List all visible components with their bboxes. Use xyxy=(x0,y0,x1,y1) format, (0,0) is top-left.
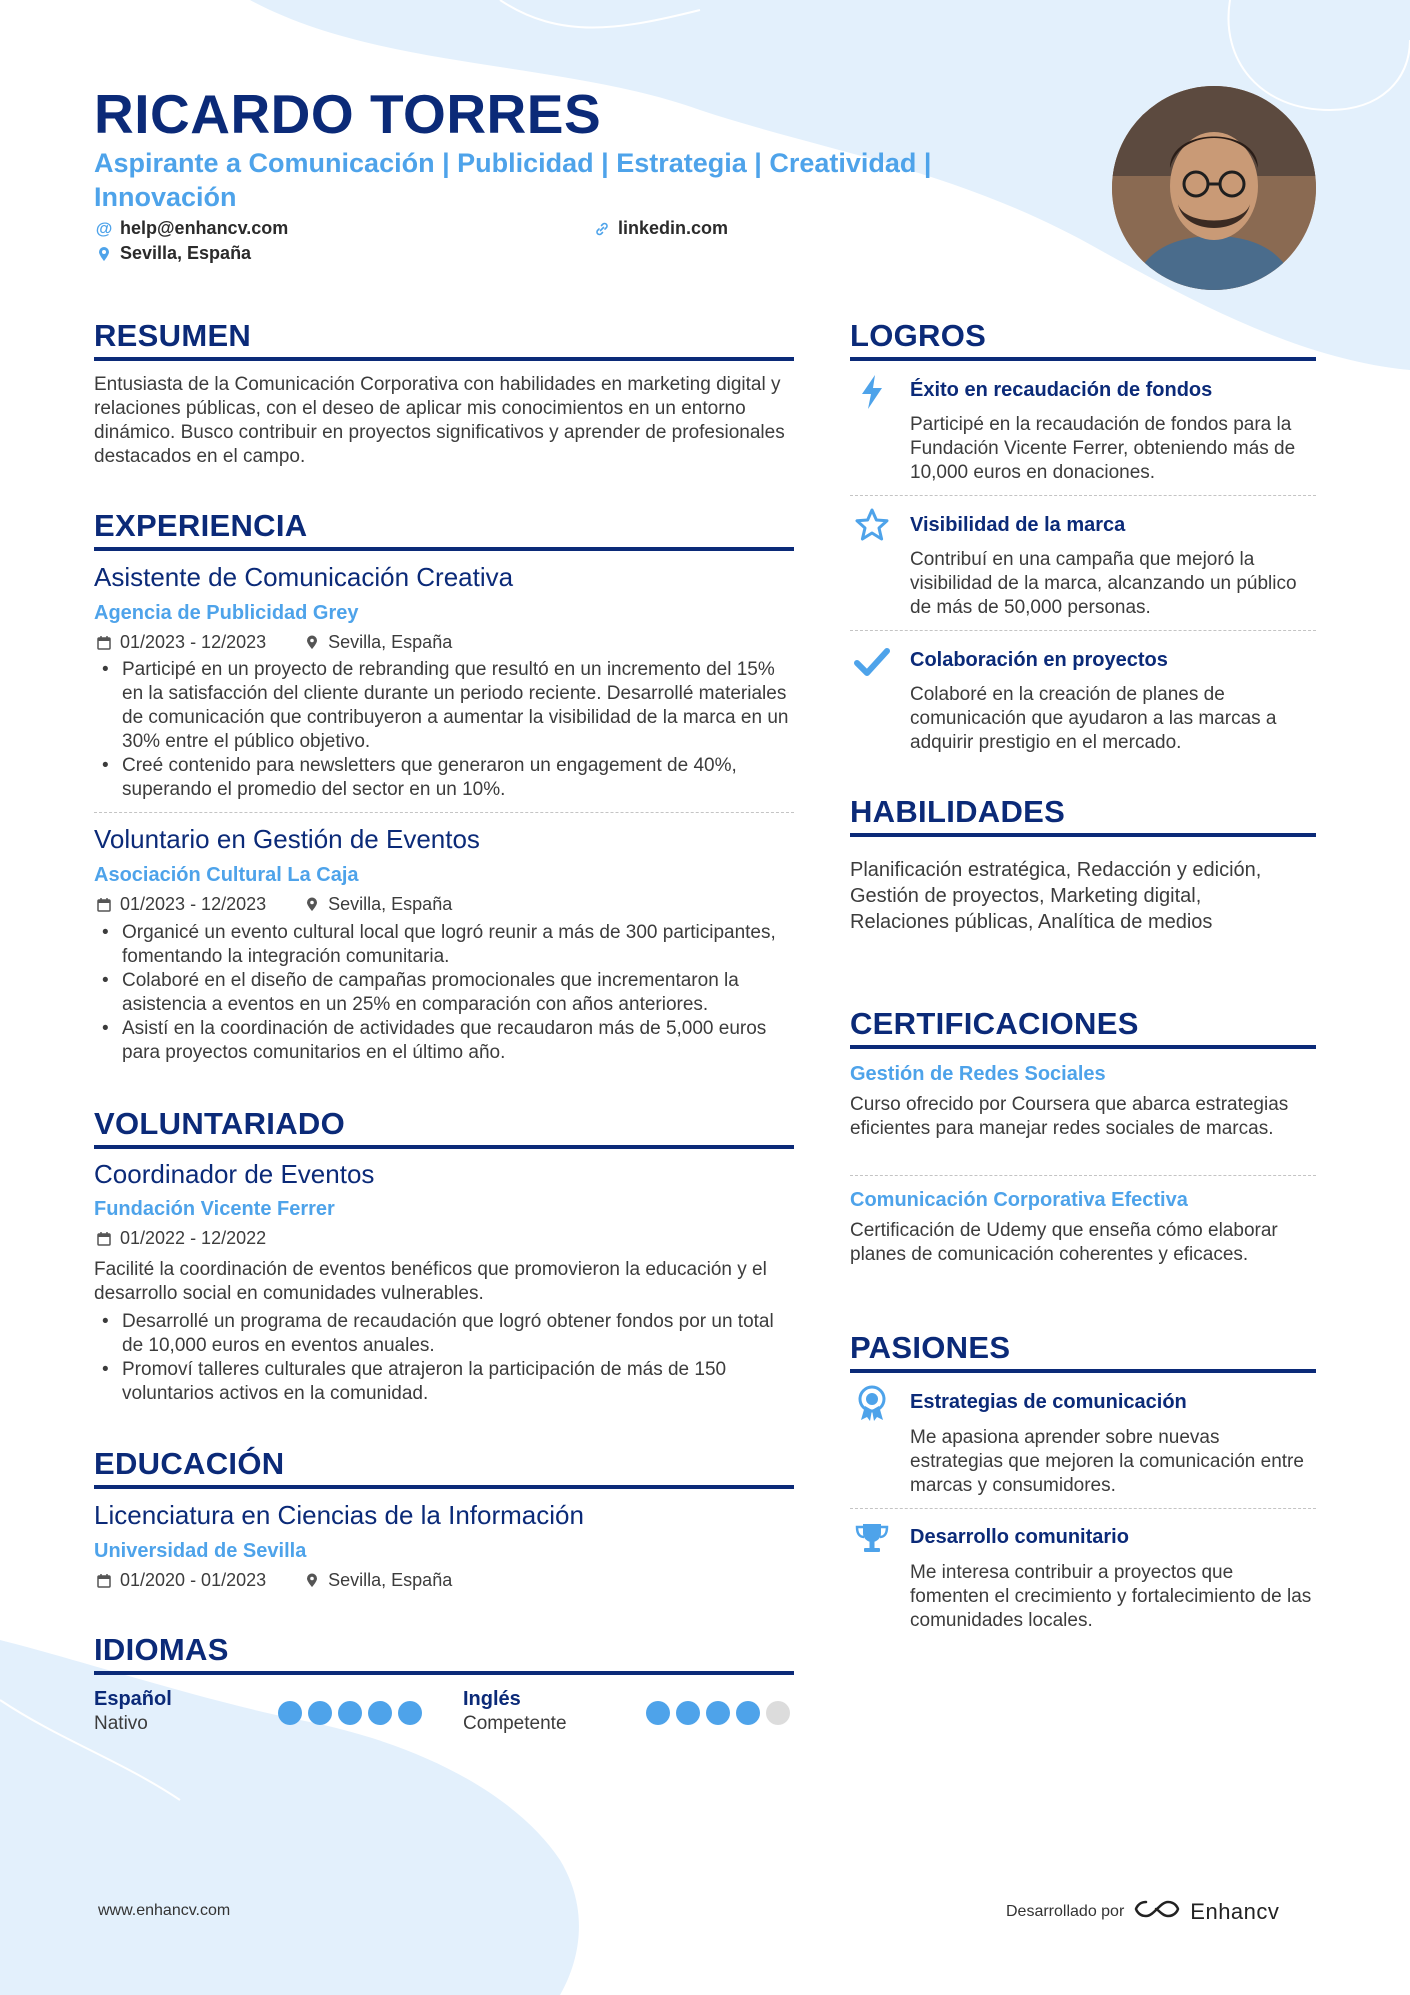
website-text: linkedin.com xyxy=(618,218,729,238)
language-rating xyxy=(646,1701,790,1725)
section-title-logros: LOGROS xyxy=(850,318,987,353)
rating-dot-empty xyxy=(766,1701,790,1725)
certification-title: Gestión de Redes Sociales xyxy=(850,1063,1106,1085)
divider xyxy=(94,812,794,813)
location-pin-icon xyxy=(304,1573,320,1588)
bullet-item: • Colaboré en el diseño de campañas promocionales que incrementaron la asistencia a eventos en un 25% en comparación con años anteriores. xyxy=(94,969,794,1017)
rating-dot-filled xyxy=(308,1701,332,1725)
language-rating xyxy=(278,1701,422,1725)
rating-dot-filled xyxy=(706,1701,730,1725)
section-rule xyxy=(94,1485,794,1489)
section-title-certificaciones: CERTIFICACIONES xyxy=(850,1006,1139,1041)
location-text: Sevilla, España xyxy=(120,243,252,263)
section-rule xyxy=(94,1145,794,1149)
profile-photo xyxy=(1112,86,1316,290)
star-icon xyxy=(852,505,892,545)
certification-text: Curso ofrecido por Coursera que abarca estrategias eficientes para manejar redes sociales de marcas. xyxy=(850,1094,1289,1139)
candidate-name: RICARDO TORRES xyxy=(94,83,602,145)
contact-email[interactable] xyxy=(96,218,288,239)
job-dates: 01/2023 - 12/2023 xyxy=(120,894,267,914)
location-pin-icon xyxy=(304,635,320,650)
education-meta xyxy=(96,1570,452,1591)
section-rule xyxy=(94,547,794,551)
email-text: help@enhancv.com xyxy=(120,218,289,238)
volunteer-role: Coordinador de Eventos xyxy=(94,1159,375,1189)
job-company: Agencia de Publicidad Grey xyxy=(94,602,359,624)
passion-title: Estrategias de comunicación xyxy=(910,1391,1187,1413)
enhancv-logo-icon xyxy=(1134,1898,1180,1925)
footer-website[interactable]: www.enhancv.com xyxy=(98,1902,231,1919)
bullet-item: • Participé en un proyecto de rebranding que resultó en un incremento del 15% en la satisfacción del cliente durante un periodo reciente. Desarrollé materiales de comunicación que contribuyeron a aumentar la visibilidad de la marca en un 30% entre el público objetivo. xyxy=(94,658,794,754)
rating-dot-filled xyxy=(646,1701,670,1725)
divider xyxy=(850,495,1316,496)
bullet-item: • Organicé un evento cultural local que logró reunir a más de 300 participantes, fomentando la integración comunitaria. xyxy=(94,921,794,969)
bullet-item: • Promoví talleres culturales que atrajeron la participación de más de 150 voluntarios activos en la comunidad. xyxy=(94,1358,794,1406)
job-meta xyxy=(96,894,452,915)
job-title: Voluntario en Gestión de Eventos xyxy=(94,824,480,854)
job-location: Sevilla, España xyxy=(328,894,453,914)
language-name: Inglés xyxy=(463,1688,521,1710)
location-pin-icon xyxy=(96,246,112,262)
rating-dot-filled xyxy=(338,1701,362,1725)
divider xyxy=(850,1508,1316,1509)
rating-dot-filled xyxy=(676,1701,700,1725)
passion-title: Desarrollo comunitario xyxy=(910,1526,1129,1548)
job-title: Asistente de Comunicación Creativa xyxy=(94,562,514,592)
school-name: Universidad de Sevilla xyxy=(94,1540,307,1562)
language-name: Español xyxy=(94,1688,172,1710)
job-bullets xyxy=(94,658,794,802)
section-rule xyxy=(850,833,1316,837)
volunteer-bullets xyxy=(94,1310,794,1406)
section-title-experiencia: EXPERIENCIA xyxy=(94,508,308,543)
check-icon xyxy=(852,642,892,682)
certification-text: Certificación de Udemy que enseña cómo elaborar planes de comunicación coherentes y eficaces. xyxy=(850,1220,1278,1265)
location-pin-icon xyxy=(304,897,320,912)
summary-text: Entusiasta de la Comunicación Corporativa con habilidades en marketing digital y relaciones públicas, con el deseo de aplicar mis conocimientos en un entorno dinámico. Busco contribuir en proyectos significativos y aprender de profesionales destacados en el campo. xyxy=(94,374,785,467)
section-title-educacion: EDUCACIÓN xyxy=(94,1446,285,1481)
calendar-icon xyxy=(96,1573,112,1588)
powered-by-label: Desarrollado por xyxy=(1006,1902,1125,1920)
section-title-pasiones: PASIONES xyxy=(850,1330,1011,1365)
section-title-resumen: RESUMEN xyxy=(94,318,252,353)
contact-website[interactable] xyxy=(594,218,728,239)
education-dates: 01/2020 - 01/2023 xyxy=(120,1570,267,1590)
job-dates: 01/2023 - 12/2023 xyxy=(120,632,267,652)
footer-branding[interactable] xyxy=(1006,1898,1279,1925)
lightning-icon xyxy=(852,372,892,412)
passion-text: Me apasiona aprender sobre nuevas estrategias que mejoren la comunicación entre marcas y consumidores. xyxy=(910,1427,1304,1496)
section-rule xyxy=(94,1671,794,1675)
section-title-voluntariado: VOLUNTARIADO xyxy=(94,1106,346,1141)
section-rule xyxy=(94,357,794,361)
language-level: Nativo xyxy=(94,1713,148,1734)
calendar-icon xyxy=(96,635,112,650)
calendar-icon xyxy=(96,897,112,912)
rating-dot-filled xyxy=(736,1701,760,1725)
job-bullets xyxy=(94,921,794,1065)
section-rule xyxy=(850,1045,1316,1049)
job-company: Asociación Cultural La Caja xyxy=(94,864,359,886)
candidate-headline: Aspirante a Comunicación | Publicidad | Estrategia | Creatividad | Innovación xyxy=(94,148,932,212)
achievement-title: Éxito en recaudación de fondos xyxy=(910,379,1213,401)
job-location: Sevilla, España xyxy=(328,632,453,652)
enhancv-brand: Enhancv xyxy=(1190,1898,1280,1924)
language-level: Competente xyxy=(463,1713,567,1734)
link-icon xyxy=(594,221,610,237)
achievement-title: Visibilidad de la marca xyxy=(910,514,1126,536)
achievement-text: Participé en la recaudación de fondos para la Fundación Vicente Ferrer, obteniendo más de 10,000 euros en donaciones. xyxy=(910,414,1296,483)
section-title-habilidades: HABILIDADES xyxy=(850,794,1066,829)
job-meta xyxy=(96,632,452,653)
trophy-icon xyxy=(852,1518,892,1558)
achievement-text: Colaboré en la creación de planes de comunicación que ayudaron a las marcas a adquirir prestigio en el mercado. xyxy=(910,684,1277,753)
contact-location xyxy=(96,243,251,264)
rating-dot-filled xyxy=(368,1701,392,1725)
medal-icon xyxy=(852,1383,892,1423)
bullet-item: • Creé contenido para newsletters que generaron un engagement de 40%, superando el promedio del sector en un 10%. xyxy=(94,754,794,802)
volunteer-description: Facilité la coordinación de eventos benéficos que promovieron la educación y el desarrollo social en comunidades vulnerables. xyxy=(94,1259,767,1304)
rating-dot-filled xyxy=(278,1701,302,1725)
calendar-icon xyxy=(96,1231,112,1246)
divider xyxy=(850,1175,1316,1176)
person-avatar-icon xyxy=(1112,86,1316,290)
skills-text: Planificación estratégica, Redacción y edición, Gestión de proyectos, Marketing digital, Relaciones públicas, Analítica de medios xyxy=(850,859,1262,933)
volunteer-meta xyxy=(96,1228,266,1249)
passion-text: Me interesa contribuir a proyectos que fomenten el crecimiento y fortalecimiento de las comunidades locales. xyxy=(910,1562,1312,1631)
section-title-idiomas: IDIOMAS xyxy=(94,1632,229,1667)
bullet-item: • Desarrollé un programa de recaudación que logró obtener fondos por un total de 10,000 euros en eventos anuales. xyxy=(94,1310,794,1358)
at-icon: @ xyxy=(95,218,113,238)
achievement-title: Colaboración en proyectos xyxy=(910,649,1168,671)
section-rule xyxy=(850,357,1316,361)
volunteer-org: Fundación Vicente Ferrer xyxy=(94,1198,335,1220)
volunteer-dates: 01/2022 - 12/2022 xyxy=(120,1228,267,1248)
divider xyxy=(850,630,1316,631)
certification-title: Comunicación Corporativa Efectiva xyxy=(850,1189,1188,1211)
degree-title: Licenciatura en Ciencias de la Información xyxy=(94,1500,584,1530)
rating-dot-filled xyxy=(398,1701,422,1725)
achievement-text: Contribuí en una campaña que mejoró la visibilidad de la marca, alcanzando un público de más de 50,000 personas. xyxy=(910,549,1297,618)
section-rule xyxy=(850,1369,1316,1373)
bullet-item: • Asistí en la coordinación de actividades que recaudaron más de 5,000 euros para proyectos comunitarios en el último año. xyxy=(94,1017,794,1065)
education-location: Sevilla, España xyxy=(328,1570,453,1590)
